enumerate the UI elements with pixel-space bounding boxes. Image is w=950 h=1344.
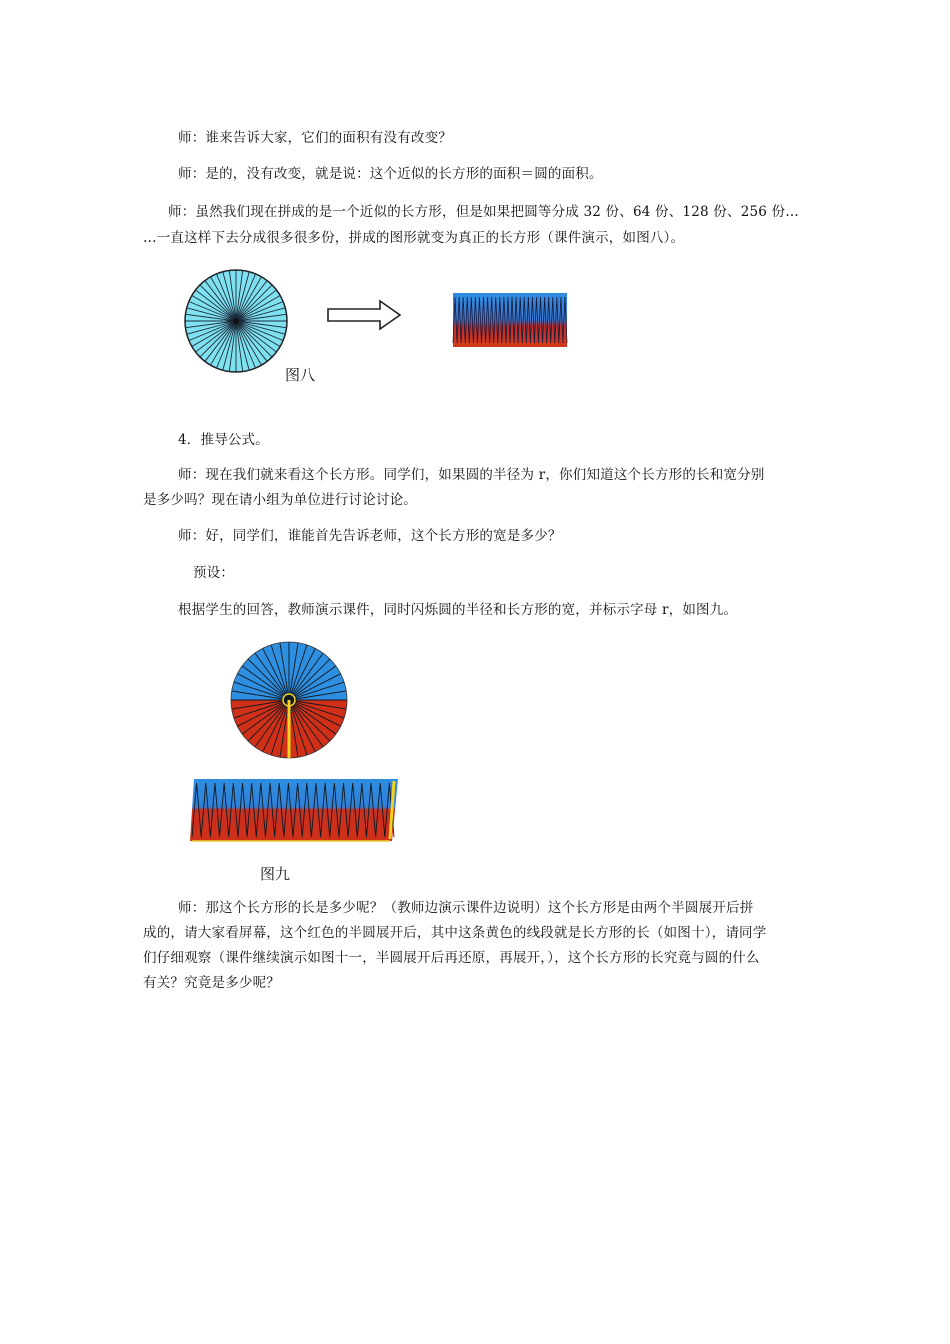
paragraph-8-line-2: 成的，请大家看屏幕，这个红色的半圆展开后，其中这条黄色的线段就是长方形的长（如图十），请同学 — [143, 925, 767, 941]
paragraph-2: 师：是的，没有改变，就是说：这个近似的长方形的面积＝圆的面积。 — [178, 166, 603, 182]
paragraph-3-line-2: …一直这样下去分成很多很多份，拼成的图形就变为真正的长方形（课件演示，如图八）。 — [143, 230, 685, 246]
arrow-right-icon — [326, 299, 404, 331]
paragraph-8-line-1: 师：那这个长方形的长是多少呢？（教师边演示课件边说明）这个长方形是由两个半圆展开后拼 — [178, 900, 754, 916]
paragraph-8-line-4: 有关？究竟是多少呢？ — [143, 975, 280, 991]
paragraph-8-line-3: 们仔细观察（课件继续演示如图十一，半圆展开后再还原，再展开，），这个长方形的长究竟与圆的什么 — [143, 950, 760, 966]
figure-9-caption: 图九 — [260, 865, 291, 883]
paragraph-5-line-1: 师：现在我们就来看这个长方形。同学们，如果圆的半径为 r，你们知道这个长方形的长和宽分别 — [178, 467, 765, 483]
paragraph-1: 师：谁来告诉大家，它们的面积有没有改变？ — [178, 130, 452, 146]
preset-label: 预设： — [193, 565, 235, 581]
paragraph-3-line-1: 师：虽然我们现在拼成的是一个近似的长方形，但是如果把圆等分成 32 份、64 份、128 份、256 份… — [168, 204, 799, 220]
paragraph-5-line-2: 是多少吗？现在请小组为单位进行讨论讨论。 — [143, 492, 417, 508]
figure-8-circle — [183, 268, 289, 374]
paragraph-6: 师：好，同学们，谁能首先告诉老师，这个长方形的宽是多少？ — [178, 528, 562, 544]
figure-9-rectangle — [190, 779, 400, 843]
figure-9-circle — [230, 641, 348, 759]
section-heading: 4．推导公式。 — [178, 432, 269, 448]
figure-8-caption: 图八 — [285, 366, 316, 384]
paragraph-7: 根据学生的回答，教师演示课件，同时闪烁圆的半径和长方形的宽，并标示字母 r，如图九。 — [178, 602, 738, 618]
figure-8-rectangle — [453, 293, 567, 347]
